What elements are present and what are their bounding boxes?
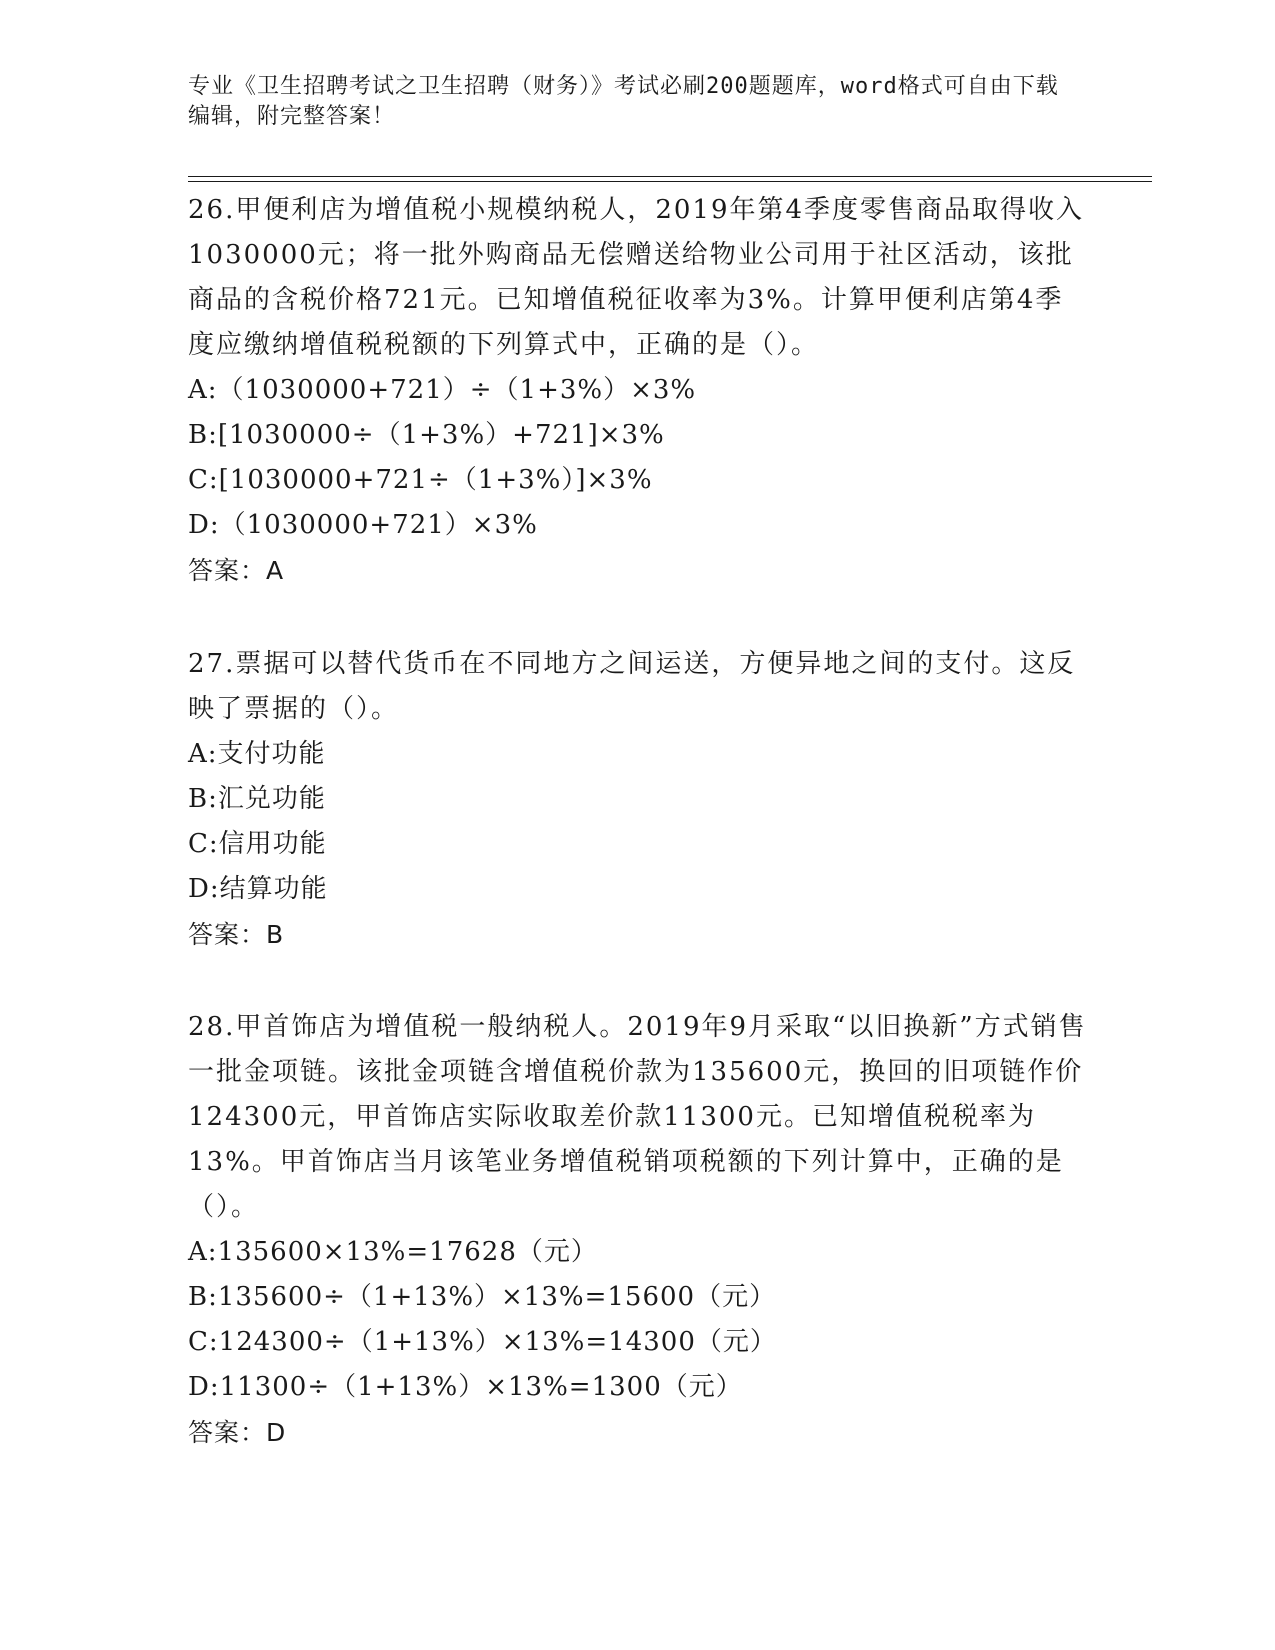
answer: 答案：A: [188, 556, 285, 585]
option-d: D:（1030000+721）×3%: [188, 510, 538, 540]
question-27: [188, 642, 1088, 957]
option-b: B:135600÷（1+13%）×13%=15600（元）: [188, 1282, 777, 1312]
header-rule-bottom: [188, 181, 1152, 182]
option-c: C:[1030000+721÷（1+3%）]×3%: [188, 465, 653, 495]
option-a: A:135600×13%=17628（元）: [188, 1237, 598, 1267]
answer: 答案：D: [188, 1418, 287, 1447]
option-d: D:结算功能: [188, 874, 328, 904]
answer: 答案：B: [188, 920, 285, 949]
option-c: C:124300÷（1+13%）×13%=14300（元）: [188, 1327, 777, 1357]
option-a: A:支付功能: [188, 739, 326, 769]
option-b: B:[1030000÷（1+3%）+721]×3%: [188, 420, 665, 450]
question-stem: 26.甲便利店为增值税小规模纳税人，2019年第4季度零售商品取得收入1030000元；将一批外购商品无偿赠送给物业公司用于社区活动，该批商品的含税价格721元。已知增值税征收率为3%。计算甲便利店第4季度应缴纳增值税税额的下列算式中，正确的是（）。: [188, 195, 1085, 360]
question-26: [188, 188, 1088, 593]
header-rule-top: [188, 176, 1152, 177]
option-c: C:信用功能: [188, 829, 327, 859]
option-b: B:汇兑功能: [188, 784, 326, 814]
option-d: D:11300÷（1+13%）×13%=1300（元）: [188, 1372, 743, 1402]
page-header: 专业《卫生招聘考试之卫生招聘（财务）》考试必刷200题题库，word格式可自由下载编辑，附完整答案！: [188, 74, 1059, 129]
question-28: [188, 1005, 1088, 1455]
question-stem: 27.票据可以替代货币在不同地方之间运送，方便异地之间的支付。这反映了票据的（）。: [188, 649, 1076, 724]
option-a: A:（1030000+721）÷（1+3%）×3%: [188, 375, 697, 405]
question-stem: 28.甲首饰店为增值税一般纳税人。2019年9月采取“以旧换新”方式销售一批金项链。该批金项链含增值税价款为135600元，换回的旧项链作价124300元，甲首饰店实际收取差价款11300元。已知增值税税率为13%。甲首饰店当月该笔业务增值税销项税额的下列计算中，正确的是（）。: [188, 1012, 1087, 1222]
